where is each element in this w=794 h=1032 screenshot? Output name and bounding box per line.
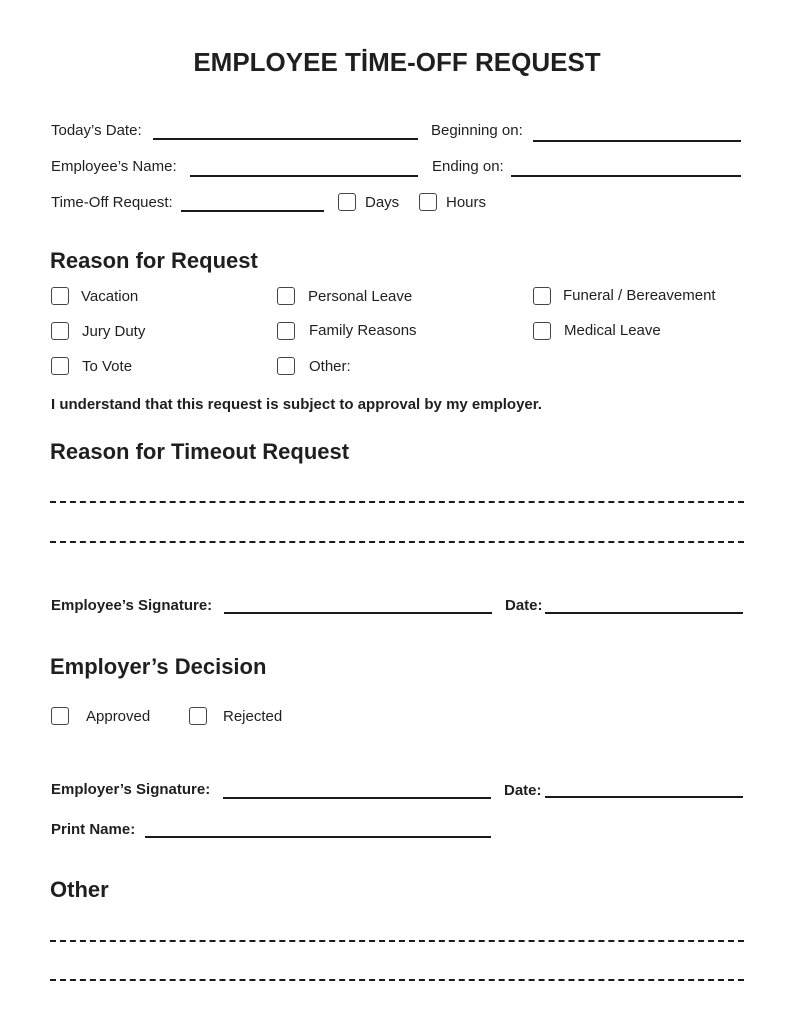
beginning-on-label: Beginning on: [431,122,523,139]
employee-signature-label: Employee’s Signature: [51,597,213,614]
todays-date-label: Today’s Date: [51,122,142,139]
employee-date-label: Date: [505,597,543,614]
timeout-reason-line-2[interactable] [50,541,744,543]
other-line-2[interactable] [50,979,744,981]
approved-label: Approved [86,708,151,725]
family-reasons-checkbox[interactable] [277,322,295,340]
employee-date-field[interactable] [545,612,743,614]
approval-acknowledgement: I understand that this request is subject to approval by my employer. [51,396,542,413]
print-name-field[interactable] [145,836,491,838]
other-label: Other: [309,358,351,375]
reason-heading: Reason for Request [50,248,258,273]
ending-on-field[interactable] [511,175,741,177]
employer-signature-label: Employer’s Signature: [51,781,211,798]
print-name-label: Print Name: [51,821,136,838]
funeral-checkbox[interactable] [533,287,551,305]
employer-signature-field[interactable] [223,797,491,799]
timeout-heading: Reason for Timeout Request [50,439,350,464]
vacation-checkbox[interactable] [51,287,69,305]
employee-signature-field[interactable] [224,612,492,614]
hours-label: Hours [446,194,487,211]
other-checkbox[interactable] [277,357,295,375]
vacation-label: Vacation [81,288,139,305]
personal-leave-checkbox[interactable] [277,287,295,305]
days-checkbox[interactable] [338,193,356,211]
decision-heading: Employer’s Decision [50,654,267,679]
employee-name-field[interactable] [190,175,418,177]
rejected-checkbox[interactable] [189,707,207,725]
days-label: Days [365,194,400,211]
timeout-reason-line-1[interactable] [50,501,744,503]
to-vote-label: To Vote [82,358,133,375]
medical-leave-label: Medical Leave [564,322,661,339]
employee-name-label: Employee’s Name: [51,158,177,175]
to-vote-checkbox[interactable] [51,357,69,375]
rejected-label: Rejected [223,708,283,725]
time-off-request-field[interactable] [181,210,324,212]
other-heading: Other [50,877,109,902]
medical-leave-checkbox[interactable] [533,322,551,340]
beginning-on-field[interactable] [533,140,741,142]
jury-duty-checkbox[interactable] [51,322,69,340]
jury-duty-label: Jury Duty [82,323,146,340]
employer-date-label: Date: [504,782,542,799]
other-line-1[interactable] [50,940,744,942]
time-off-request-label: Time-Off Request: [51,194,173,211]
approved-checkbox[interactable] [51,707,69,725]
todays-date-field[interactable] [153,138,418,140]
family-reasons-label: Family Reasons [309,322,417,339]
funeral-label: Funeral / Bereavement [563,287,716,304]
hours-checkbox[interactable] [419,193,437,211]
ending-on-label: Ending on: [432,158,504,175]
employer-date-field[interactable] [545,796,743,798]
form-title: EMPLOYEE TİME-OFF REQUEST [193,47,601,77]
personal-leave-label: Personal Leave [308,288,413,305]
